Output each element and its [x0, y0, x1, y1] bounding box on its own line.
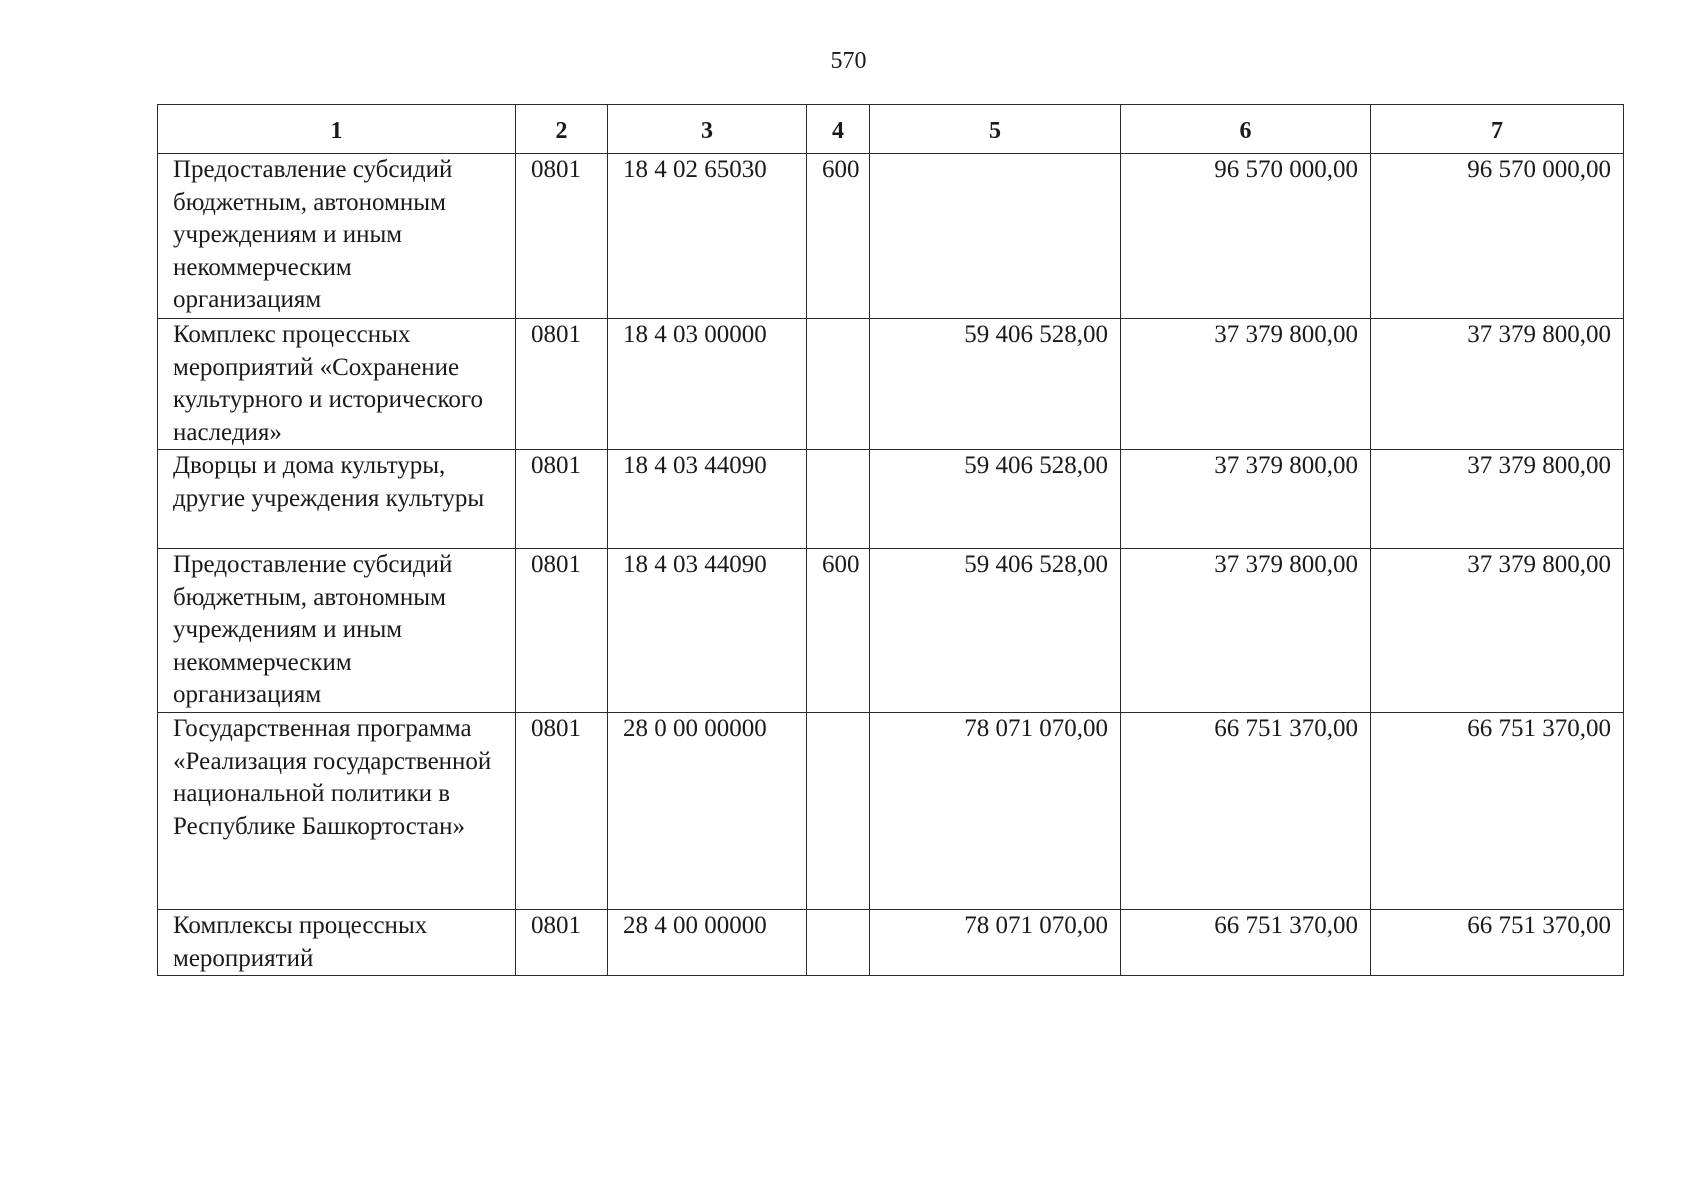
expense-type [807, 450, 870, 549]
amount-col6: 66 751 370,00 [1121, 910, 1371, 976]
target-code: 18 4 02 65030 [608, 154, 807, 319]
table-row [158, 450, 1624, 549]
row-name: Государственная программа «Реализация государственной национальной политики в Республике Башкортостан» [158, 713, 516, 910]
target-code: 18 4 03 44090 [608, 450, 807, 549]
expense-type [807, 910, 870, 976]
amount-col6: 37 379 800,00 [1121, 319, 1371, 450]
amount-col6: 37 379 800,00 [1121, 549, 1371, 713]
row-name: Комплекс процессных мероприятий «Сохранение культурного и исторического наследия» [158, 319, 516, 450]
amount-col5: 59 406 528,00 [870, 549, 1121, 713]
amount-col7: 37 379 800,00 [1371, 549, 1624, 713]
target-code: 28 0 00 00000 [608, 713, 807, 910]
section-code: 0801 [516, 154, 608, 319]
target-code: 18 4 03 00000 [608, 319, 807, 450]
amount-col6: 96 570 000,00 [1121, 154, 1371, 319]
amount-col5: 78 071 070,00 [870, 713, 1121, 910]
target-code: 18 4 03 44090 [608, 549, 807, 713]
row-name: Комплексы процессных мероприятий [158, 910, 516, 976]
expense-type [807, 713, 870, 910]
column-header: 4 [807, 105, 870, 154]
budget-table [157, 104, 1624, 976]
table-row [158, 910, 1624, 976]
amount-col6: 66 751 370,00 [1121, 713, 1371, 910]
amount-col7: 37 379 800,00 [1371, 450, 1624, 549]
amount-col5: 78 071 070,00 [870, 910, 1121, 976]
row-name: Предоставление субсидий бюджетным, автономным учреждениям и иным некоммерческим организациям [158, 549, 516, 713]
table-row [158, 319, 1624, 450]
table-row [158, 549, 1624, 713]
expense-type: 600 [807, 154, 870, 319]
section-code: 0801 [516, 713, 608, 910]
section-code: 0801 [516, 450, 608, 549]
table-row [158, 713, 1624, 910]
amount-col5 [870, 154, 1121, 319]
table-row [158, 154, 1624, 319]
column-header: 7 [1371, 105, 1624, 154]
table-header-row [158, 105, 1624, 154]
section-code: 0801 [516, 549, 608, 713]
column-header: 5 [870, 105, 1121, 154]
amount-col6: 37 379 800,00 [1121, 450, 1371, 549]
column-header: 1 [158, 105, 516, 154]
expense-type [807, 319, 870, 450]
amount-col7: 66 751 370,00 [1371, 910, 1624, 976]
column-header: 3 [608, 105, 807, 154]
target-code: 28 4 00 00000 [608, 910, 807, 976]
row-name: Дворцы и дома культуры, другие учреждения культуры [158, 450, 516, 549]
amount-col5: 59 406 528,00 [870, 450, 1121, 549]
section-code: 0801 [516, 910, 608, 976]
amount-col7: 66 751 370,00 [1371, 713, 1624, 910]
expense-type: 600 [807, 549, 870, 713]
column-header: 2 [516, 105, 608, 154]
amount-col7: 96 570 000,00 [1371, 154, 1624, 319]
amount-col7: 37 379 800,00 [1371, 319, 1624, 450]
column-header: 6 [1121, 105, 1371, 154]
page-number: 570 [830, 48, 867, 74]
section-code: 0801 [516, 319, 608, 450]
row-name: Предоставление субсидий бюджетным, автономным учреждениям и иным некоммерческим организациям [158, 154, 516, 319]
amount-col5: 59 406 528,00 [870, 319, 1121, 450]
